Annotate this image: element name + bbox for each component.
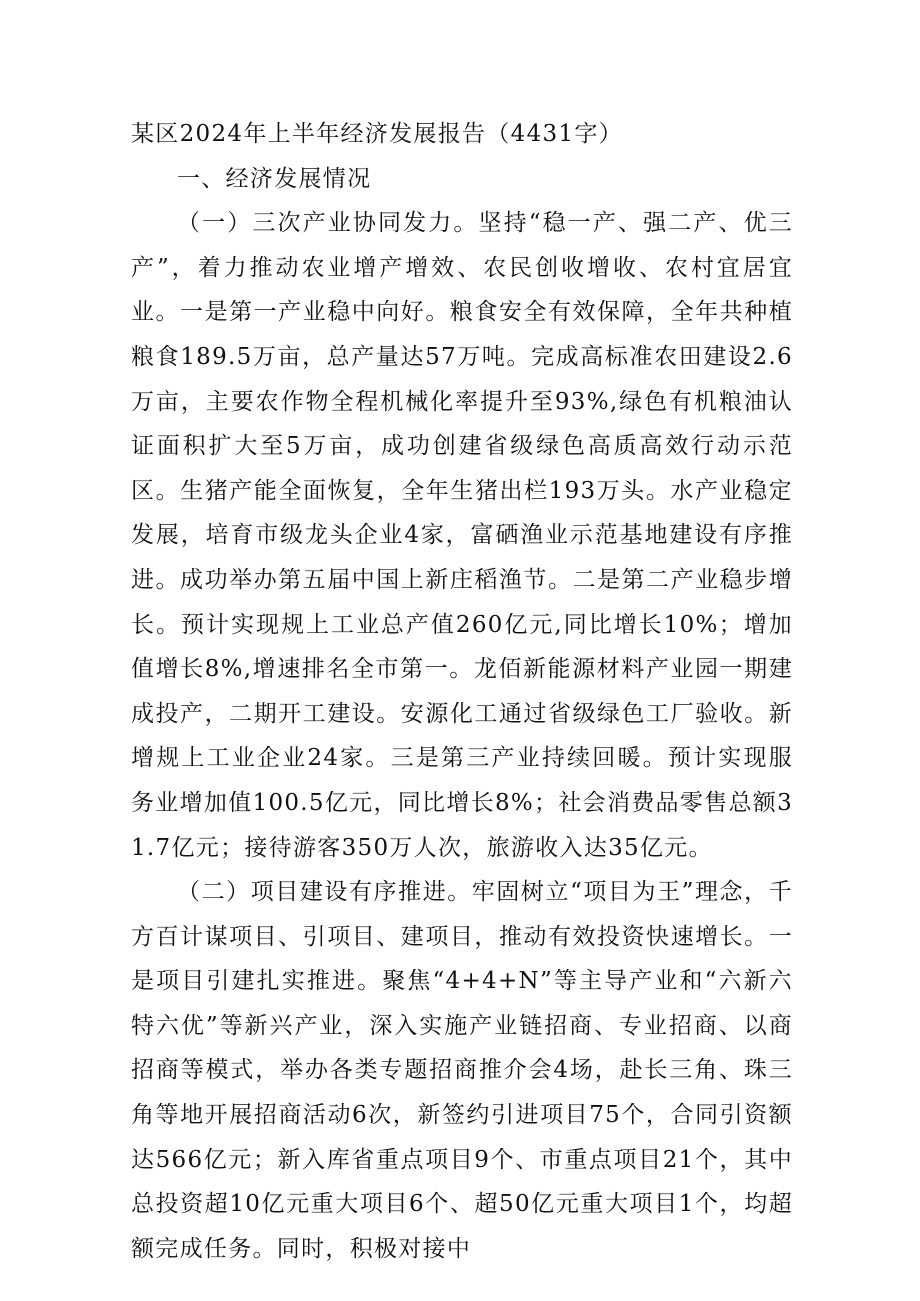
document-title: 某区2024年上半年经济发展报告（4431字）	[131, 121, 623, 147]
paragraph-industries: （一）三次产业协同发力。坚持“稳一产、强二产、优三产”，着力推动农业增产增效、农民创收增收、农村宜居宜业。一是第一产业稳中向好。粮食安全有效保障，全年共种植粮食189.5万亩，总产量达57万吨。完成高标准农田建设2.6万亩，主要农作物全程机械化率提升至93%,绿色有机粮油认证面积扩大至5万亩，成功创建省级绿色高质高效行动示范区。生猪产能全面恢复，全年生猪出栏193万头。水产业稳定发展，培育市级龙头企业4家，富硒渔业示范基地建设有序推进。成功举办第五届中国上新庄稻渔节。二是第二产业稳步增长。预计实现规上工业总产值260亿元,同比增长10%；增加值增长8%,增速排名全市第一。龙佰新能源材料产业园一期建成投产，二期开工建设。安源化工通过省级绿色工厂验收。新增规上工业企业24家。三是第三产业持续回暖。预计实现服务业增加值100.5亿元，同比增长8%；社会消费品零售总额31.7亿元；接待游客350万人次，旅游收入达35亿元。	[131, 210, 793, 861]
paragraph-projects: （二）项目建设有序推进。牢固树立“项目为王”理念，千方百计谋项目、引项目、建项目，推动有效投资快速增长。一是项目引建扎实推进。聚焦“4+4+N”等主导产业和“六新六特六优”等新兴产业，深入实施产业链招商、专业招商、以商招商等模式，举办各类专题招商推介会4场，赴长三角、珠三角等地开展招商活动6次，新签约引进项目75个，合同引资额达566亿元；新入库省重点项目9个、市重点项目21个，其中总投资超10亿元重大项目6个、超50亿元重大项目1个，均超额完成任务。同时，积极对接中	[131, 879, 793, 1262]
section-heading: 一、经济发展情况	[177, 165, 372, 192]
document-body	[131, 112, 793, 1271]
